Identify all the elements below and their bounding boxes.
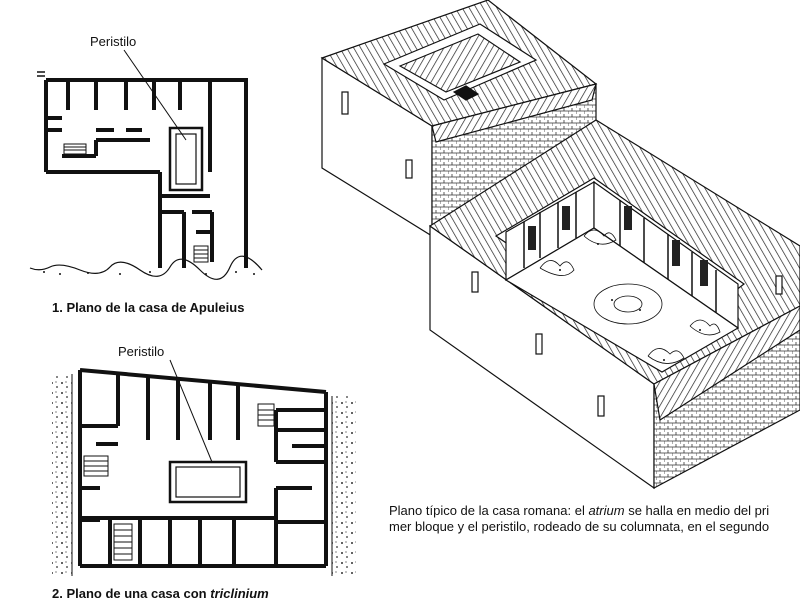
house-description — [389, 503, 769, 535]
caption-plan-2 — [52, 586, 269, 601]
plan-1-apuleius — [30, 50, 262, 279]
description-line-1 — [389, 503, 769, 519]
peristyle-label-plan-1: Peristilo — [90, 34, 137, 49]
description-text-a: Plano típico de la casa romana: el — [389, 503, 589, 518]
description-italic-atrium: atrium — [588, 503, 625, 518]
caption-plan-2-italic: triclinium — [210, 586, 269, 601]
description-text-b: se halla en medio del pri — [624, 503, 770, 518]
description-line-2: mer bloque y el peristilo, rodeado de su columnata, en el segundo — [389, 519, 770, 534]
house-axonometric — [322, 0, 800, 488]
plan-2-triclinium — [52, 360, 356, 576]
caption-plan-1: 1. Plano de la casa de Apuleius — [52, 300, 245, 315]
peristyle-label-plan-2: Peristilo — [118, 344, 165, 359]
caption-plan-2-text: 2. Plano de una casa con — [52, 586, 211, 601]
